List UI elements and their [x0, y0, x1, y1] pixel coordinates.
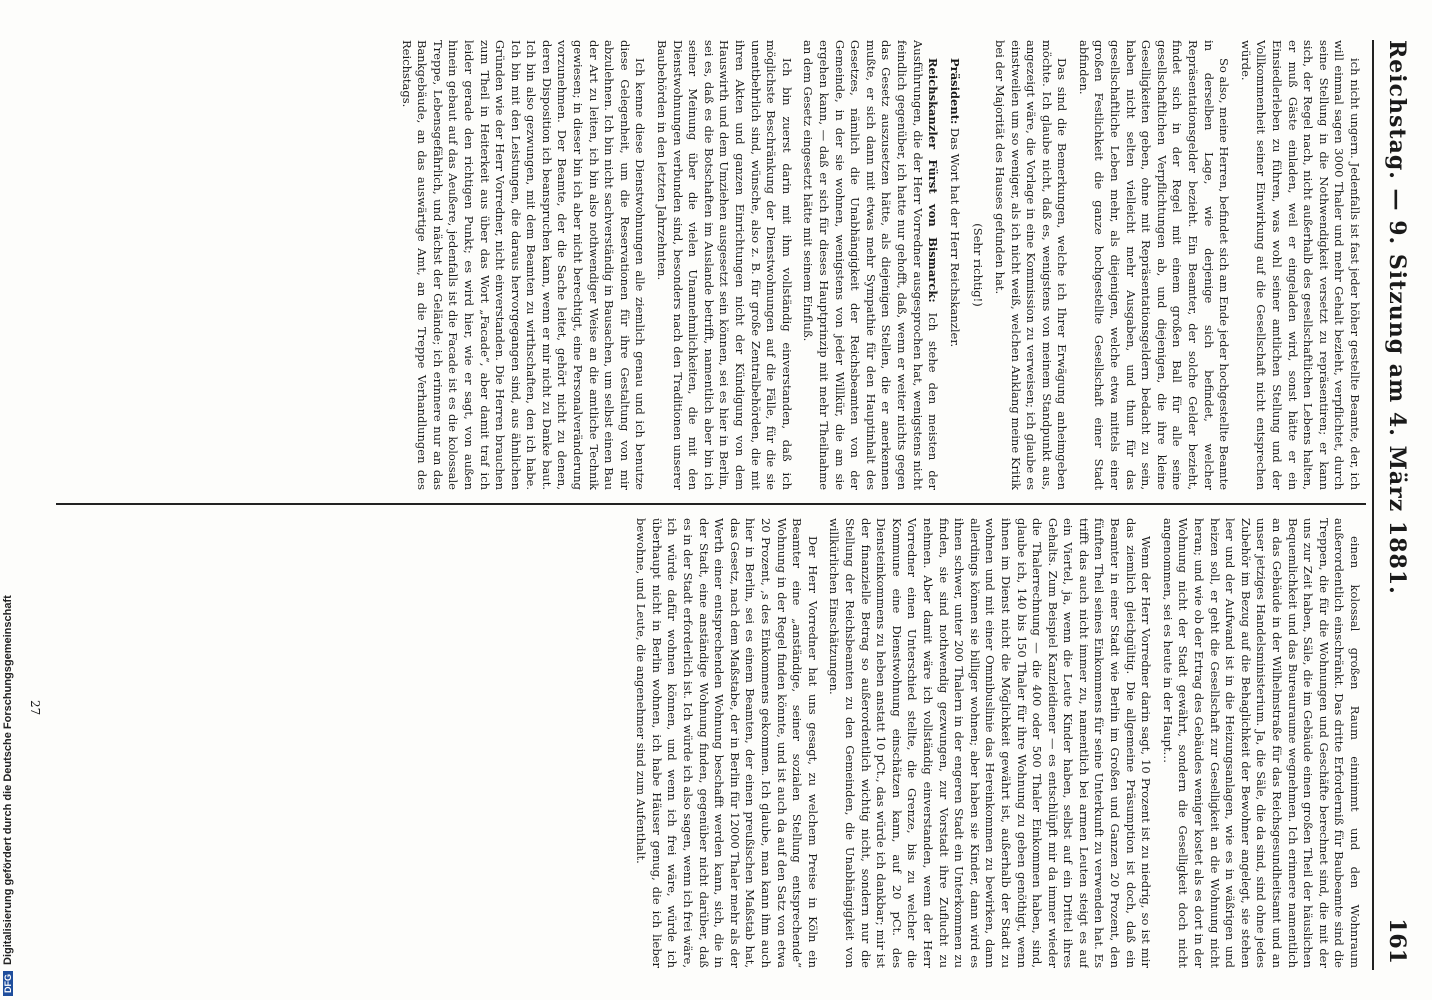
paragraph: Das sind die Bemerkungen, welche ich Ihrer Erwägung anheimgeben möchte. Ich glaube nicht, daß es, wenigstens von meinem Standpunkt aus, angezeigt wäre, die Vorlage in eine Kommission zu verweisen; ich glaube es einstweilen um so weniger, als ich nicht weiß, welchen Anklang meine Kritik bei der Majorität des Hauses gefunden hat. — [992, 40, 1070, 490]
paragraph: ich nicht ungern. Jedenfalls ist fast jeder höher gestellte Beamte, der, ich will einmal sagen 3000 Thaler und mehr Gehalt bezieht, verpflichtet, durch seine Stellung in die Nothwendigkeit versetzt zu repräsentiren; er kann sich, der Regel nach, nicht außerhalb des gesellschaftlichen Lebens halten, er muß Gäste einladen, weil er eingeladen wird, sonst hätte er ein Einsiedlerleben zu führen, was wohl seiner amtlichen Stellung und der Vollkommenheit seiner Einwirkung auf die Gesellschaft nicht entsprechen würde. — [1238, 40, 1362, 490]
applause-note: (Sehr richtig!) — [971, 223, 986, 307]
digitization-note: Digitalisierung gefördert durch die Deutsche Forschungsgemeinschaft — [2, 595, 14, 965]
paragraph: Wenn der Herr Vorredner darin sagt, 10 Prozent ist zu niedrig, so ist mir das ziemlich gleichgültig. Die allgemeine Präsumption ist doch, daß ein Beamter in einer Stadt wie Berlin im Großen und Ganzen 20 Prozent, den fünften Theil seines Einkommens für seine Unterkunft zu verwenden hat. Es trifft das auch nicht immer zu, namentlich bei armen Leuten steigt es auf ein Viertel, ja, wenn die Leute Kinder haben, selbst auf ein Drittel ihres Gehalts. Zum Beispiel Kanzleidiener — es entschlüpft mir da immer wieder die Thalerrechnung — die 400 oder 500 Thaler Einkommen haben, sind, glaube ich, 140 bis 150 Thaler für ihre Wohnung zu geben genöthigt, wenn ihnen im Dienst nicht die Möglichkeit gewährt ist, außerhalb der Stadt zu wohnen und mit einer Omnibuslinie das Hereinkommen zu bewirken, dann allerdings können sie billiger wohnen; aber haben sie Kinder, dann wird es ihnen schwer, unter 200 Thalern in der engeren Stadt ein Unterkommen zu finden, sie sind nothwendig gezwungen, zur Vorstadt ihre Zuflucht zu nehmen. Aber damit wäre ich vollständig einverstanden, wenn der Herr Vorredner einen Unterschied stellte, die Grenze, bis zu welcher die Kommune eine Dienstwohnung einschätzen kann, auf 20 pCt. des Diensteinkommens zu heben anstatt 10 pCt., das würde ich dankbar; mir ist der finanzielle Betrag so außerordentlich wichtig nicht, sondern nur die Stellung der Reichsbeamten zu den Gemeinden, die Unabhängigkeit von willkürlichen Einschätzungen. — [827, 518, 1154, 968]
speaker-name: Präsident: — [947, 58, 962, 125]
signature-mark: 27 — [28, 700, 42, 716]
paragraph: Ich kenne diese Dienstwohnungen alle ziemlich genau und ich benutze diese Gelegenheit, um die Reservationen für ihre Gestaltung von mir abzulehnen. Ich bin nicht sachverständig in Bausachen, um selbst einen Bau der Art zu leiten, ich bin also nothwendiger Weise an die amtliche Technik gewiesen; in dieser bin ich aber nicht berechtigt, eine Personalveränderung vorzunehmen. Der Beamte, der die Sache leitet, gehört nicht zu denen, deren Disposition ich beanspruchen kann, wenn er mir nicht zu Danke baut. Ich bin also gezwungen, mit dem Beamten zu wirthschaften, den ich habe. Ich bin mit den Leistungen, die daraus hervorgegangen sind, aus ähnlichen Gründen wie der Herr Vorredner, nicht einverstanden. Die Herren brauchen zum Theil in Heiterkeit aus über das Wort „Facade“, aber damit traf ich leider gerade den richtigen Punkt; es wird hier, wie er sagt, von außen hinein gebaut auf das Aeußere, jedenfalls ist die Facade ist es die kolossale Treppe, Lebensgefährlich, und nächst der Gelände; ich erinnere nur an das Bankgebäude, an das auswärtige Amt, an die Treppe Verhandlungen des Reichstags. — [399, 40, 648, 490]
right-column — [62, 518, 1362, 968]
speech-text: Ich stehe den meisten der Ausführungen, die der Herr Vorredner ausgesprochen hat, wenigstens nicht feindlich gegenüber, ich hatte nur gehofft, daß, wenn er weiter nichts gegen das Gesetz auszusetzen hätte, als diejenigen Stellen, die er anerkennen mußte, er sich dann mit etwas mehr Sympathie für den Hauptinhalt des Gesetzes, nämlich die Unabhängigkeit der Reichsbeamten von der Gemeinde, in der sie wohnen, wenigstens von jeder Willkür, die am sie ergehen kann, — daß er sich für dieses Hauptprinzip mit mehr Theilnahme an dem Gesetz eingesetzt hätte mit seinem Einfluß. — [801, 40, 941, 490]
paragraph — [800, 40, 940, 490]
digitization-footer — [2, 595, 14, 996]
speaker-name: Reichskanzler Fürst von Bismarck: — [926, 58, 941, 303]
header-title: Reichstag. — 9. Sitzung am 4. März 1881. — [1384, 40, 1410, 595]
paragraph: einen kolossal großen Raum einnimmt und den Wohnraum außerordentlich einschränkt. Das dritte Erforderniß für Baubeamte sind die Treppen, die für die Wohnungen und Geschäfte berechnet sind, die mit der uns zur Zeit haben, Säle, die im Gebäude einen großen Theil der häuslichen Bequemlichkeit und das Bureauraume wegnehmen. Ich erinnere namentlich an das Gebäude in der Wilhelmstraße für das Reichsgesundheitsamt und an unser jetziges Handelsministerium. Ja, die Säle, die da sind, sind ohne jedes Zubehör im Bezug auf die Behaglichkeit der Bewohner angelegt, sie stehen leer und der Aufwand ist in die Heizungsanlagen, wie es in wäßrigen und heizen soll, er geht die Gesellschaft zur Geselligkeit an die Wohnung nicht heran; und wie ob der Ertrag des Gebäudes weniger kostet als es dort in der Wohnung nicht der Stadt gewährt, sondern die Geselligkeit doch nicht angenommen, sei es heute in der Haupt… — [1160, 518, 1362, 968]
paragraph — [946, 40, 962, 490]
speech-text: Das Wort hat der Herr Reichskanzler. — [947, 124, 962, 348]
dfg-logo: DFG — [3, 971, 13, 996]
page-number: 161 — [1384, 918, 1410, 964]
paragraph: Ich bin zuerst darin mit ihm vollständig einverstanden, daß ich möglichste Beschränkung der Dienstwohnungen auf die Fälle, für die sie unentbehrlich sind, wünsche, also z. B. für große Zentralbehörden, die mit ihren Akten und ganzen Einrichtungen nicht der Kündigung von dem Hauswirth und dem Umziehen ausgesetzt sein können, sei es hier in Berlin, sei es, daß es die Botschaften im Auslande betrifft, namentlich aber bin ich seiner Meinung über die vielen Unannehmlichkeiten, die mit den Dienstwohnungen verbunden sind, besonders nach den Traditionen unserer Baubehörden in den letzten Jahrzehnten. — [655, 40, 794, 490]
paragraph: So also, meine Herren, befindet sich am Ende jeder hochgestellte Beamte in derselben Lage, wie derjenige sich befindet, welcher Repräsentationsgelder bezieht. Ein Beamter, der solche Gelder bezieht, findet sich in der Regel mit einem großen Ball für alle seine gesellschaftlichen Verpflichtungen ab, und diejenigen, die ihre kleine Geselligkeiten geben, ohne mit Repräsentationsgeldern bedacht zu sein, haben nicht selten vielleicht mehr Ausgaben, und thun für das gesellschaftliche Leben mehr, als diejenigen, welche etwa mittels einer großen Festlichkeit die ganze hochgestellte Gesellschaft einer Stadt abfinden. — [1076, 40, 1232, 490]
left-column — [62, 40, 1362, 490]
paragraph: Der Herr Vorredner hat uns gesagt, zu welchem Preise in Köln ein Beamter eine „anständige, seiner sozialen Stellung entsprechende“ Wohnung in der Regel finden könnte, und ist auch da auf den Satz von etwa 20 Prozent, ‚s des Einkommens gekommen. Ich glaube, man kann ihm auch hier in Berlin, sei es einem Beamten, der einen preußischen Maßstab hat, das Gesetz, nach dem Maßstabe, der in Berlin für 12000 Thaler mehr als der Werth einer entsprechenden Wohnung beschafft werden kann, sich, die in der Stadt, eine anständige Wohnung finden, gegenüber nicht darüber, daß es in der Stadt erforderlich ist. Ich würde ich also sagen, wenn ich frei wäre, ich würde dafür wohnen können, und wenn ich frei wäre, würde ich überhaupt nicht in Berlin wohnen, ich habe Häuser genug, die ich lieber bewohne, und Leute, die angenehmer sind zum Aufenthalt. — [634, 518, 820, 968]
header-rule — [1372, 40, 1374, 970]
column-divider — [56, 503, 1366, 505]
running-header — [1380, 40, 1414, 970]
